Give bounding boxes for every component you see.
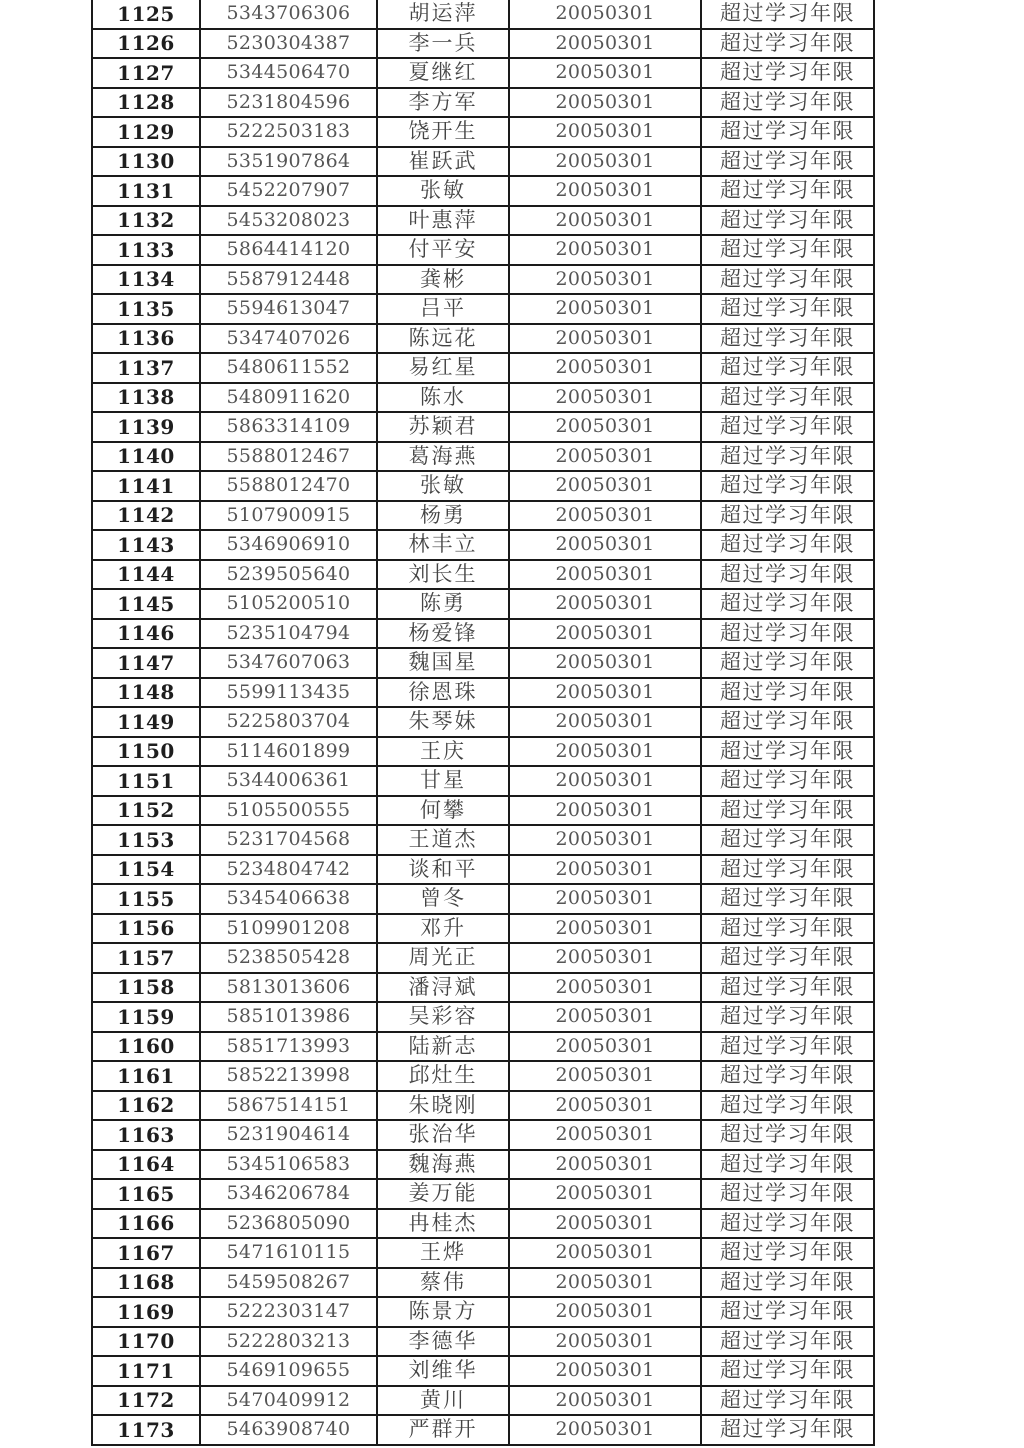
table-row bbox=[92, 796, 874, 826]
date-cell: 20050301 bbox=[509, 1297, 701, 1327]
student-id-cell: 5852213998 bbox=[200, 1061, 377, 1091]
row-number-cell: 1165 bbox=[92, 1179, 200, 1209]
date-cell: 20050301 bbox=[509, 88, 701, 118]
student-name-cell: 李方军 bbox=[377, 88, 509, 118]
row-number-cell: 1141 bbox=[92, 471, 200, 501]
row-number-cell: 1139 bbox=[92, 412, 200, 442]
row-number-cell: 1129 bbox=[92, 117, 200, 147]
student-name-cell: 甘星 bbox=[377, 766, 509, 796]
student-name-cell: 张敏 bbox=[377, 471, 509, 501]
date-cell: 20050301 bbox=[509, 1061, 701, 1091]
date-cell: 20050301 bbox=[509, 58, 701, 88]
date-cell: 20050301 bbox=[509, 943, 701, 973]
reason-cell: 超过学习年限 bbox=[701, 324, 874, 354]
student-name-cell: 林丰立 bbox=[377, 530, 509, 560]
table-row bbox=[92, 1386, 874, 1416]
date-cell: 20050301 bbox=[509, 294, 701, 324]
student-name-cell: 龚彬 bbox=[377, 265, 509, 295]
reason-cell: 超过学习年限 bbox=[701, 1061, 874, 1091]
reason-cell: 超过学习年限 bbox=[701, 501, 874, 531]
student-id-cell: 5594613047 bbox=[200, 294, 377, 324]
student-name-cell: 杨勇 bbox=[377, 501, 509, 531]
records-table-body bbox=[92, 0, 874, 1445]
row-number-cell: 1134 bbox=[92, 265, 200, 295]
student-id-cell: 5471610115 bbox=[200, 1238, 377, 1268]
reason-cell: 超过学习年限 bbox=[701, 1386, 874, 1416]
table-row bbox=[92, 442, 874, 472]
student-id-cell: 5238505428 bbox=[200, 943, 377, 973]
student-id-cell: 5231704568 bbox=[200, 825, 377, 855]
date-cell: 20050301 bbox=[509, 324, 701, 354]
student-name-cell: 叶惠萍 bbox=[377, 206, 509, 236]
student-name-cell: 吴彩容 bbox=[377, 1002, 509, 1032]
table-row bbox=[92, 117, 874, 147]
student-id-cell: 5105200510 bbox=[200, 589, 377, 619]
student-name-cell: 杨爱锋 bbox=[377, 619, 509, 649]
student-name-cell: 魏国星 bbox=[377, 648, 509, 678]
student-id-cell: 5230304387 bbox=[200, 29, 377, 59]
student-id-cell: 5453208023 bbox=[200, 206, 377, 236]
student-id-cell: 5222503183 bbox=[200, 117, 377, 147]
table-row bbox=[92, 88, 874, 118]
row-number-cell: 1135 bbox=[92, 294, 200, 324]
table-row bbox=[92, 1297, 874, 1327]
reason-cell: 超过学习年限 bbox=[701, 560, 874, 590]
reason-cell: 超过学习年限 bbox=[701, 1238, 874, 1268]
date-cell: 20050301 bbox=[509, 265, 701, 295]
row-number-cell: 1137 bbox=[92, 353, 200, 383]
student-name-cell: 何攀 bbox=[377, 796, 509, 826]
student-name-cell: 曾冬 bbox=[377, 884, 509, 914]
table-row bbox=[92, 471, 874, 501]
reason-cell: 超过学习年限 bbox=[701, 206, 874, 236]
date-cell: 20050301 bbox=[509, 501, 701, 531]
table-row bbox=[92, 678, 874, 708]
row-number-cell: 1151 bbox=[92, 766, 200, 796]
row-number-cell: 1154 bbox=[92, 855, 200, 885]
student-id-cell: 5234804742 bbox=[200, 855, 377, 885]
date-cell: 20050301 bbox=[509, 825, 701, 855]
table-row bbox=[92, 1268, 874, 1298]
student-id-cell: 5107900915 bbox=[200, 501, 377, 531]
row-number-cell: 1144 bbox=[92, 560, 200, 590]
date-cell: 20050301 bbox=[509, 973, 701, 1003]
date-cell: 20050301 bbox=[509, 1032, 701, 1062]
date-cell: 20050301 bbox=[509, 29, 701, 59]
student-name-cell: 李德华 bbox=[377, 1327, 509, 1357]
student-name-cell: 严群开 bbox=[377, 1415, 509, 1445]
reason-cell: 超过学习年限 bbox=[701, 648, 874, 678]
table-row bbox=[92, 766, 874, 796]
reason-cell: 超过学习年限 bbox=[701, 1297, 874, 1327]
row-number-cell: 1125 bbox=[92, 0, 200, 29]
student-name-cell: 朱晓刚 bbox=[377, 1091, 509, 1121]
student-id-cell: 5459508267 bbox=[200, 1268, 377, 1298]
reason-cell: 超过学习年限 bbox=[701, 619, 874, 649]
reason-cell: 超过学习年限 bbox=[701, 855, 874, 885]
reason-cell: 超过学习年限 bbox=[701, 471, 874, 501]
student-id-cell: 5588012470 bbox=[200, 471, 377, 501]
row-number-cell: 1133 bbox=[92, 235, 200, 265]
table-row bbox=[92, 707, 874, 737]
reason-cell: 超过学习年限 bbox=[701, 796, 874, 826]
date-cell: 20050301 bbox=[509, 1209, 701, 1239]
reason-cell: 超过学习年限 bbox=[701, 0, 874, 29]
date-cell: 20050301 bbox=[509, 1386, 701, 1416]
student-name-cell: 邓升 bbox=[377, 914, 509, 944]
date-cell: 20050301 bbox=[509, 353, 701, 383]
row-number-cell: 1146 bbox=[92, 619, 200, 649]
row-number-cell: 1158 bbox=[92, 973, 200, 1003]
row-number-cell: 1136 bbox=[92, 324, 200, 354]
student-id-cell: 5452207907 bbox=[200, 176, 377, 206]
reason-cell: 超过学习年限 bbox=[701, 914, 874, 944]
table-row bbox=[92, 1002, 874, 1032]
row-number-cell: 1172 bbox=[92, 1386, 200, 1416]
table-row bbox=[92, 294, 874, 324]
student-name-cell: 邱灶生 bbox=[377, 1061, 509, 1091]
student-id-cell: 5231904614 bbox=[200, 1120, 377, 1150]
date-cell: 20050301 bbox=[509, 206, 701, 236]
student-id-cell: 5236805090 bbox=[200, 1209, 377, 1239]
student-name-cell: 周光正 bbox=[377, 943, 509, 973]
student-id-cell: 5114601899 bbox=[200, 737, 377, 767]
student-id-cell: 5480611552 bbox=[200, 353, 377, 383]
table-row bbox=[92, 530, 874, 560]
table-row bbox=[92, 324, 874, 354]
table-row bbox=[92, 235, 874, 265]
table-row bbox=[92, 619, 874, 649]
table-row bbox=[92, 1415, 874, 1445]
student-name-cell: 黄川 bbox=[377, 1386, 509, 1416]
table-row bbox=[92, 1356, 874, 1386]
row-number-cell: 1169 bbox=[92, 1297, 200, 1327]
student-name-cell: 王烨 bbox=[377, 1238, 509, 1268]
table-row bbox=[92, 737, 874, 767]
table-row bbox=[92, 58, 874, 88]
student-name-cell: 葛海燕 bbox=[377, 442, 509, 472]
student-name-cell: 王庆 bbox=[377, 737, 509, 767]
date-cell: 20050301 bbox=[509, 1150, 701, 1180]
row-number-cell: 1148 bbox=[92, 678, 200, 708]
student-id-cell: 5351907864 bbox=[200, 147, 377, 177]
table-row bbox=[92, 943, 874, 973]
student-id-cell: 5863314109 bbox=[200, 412, 377, 442]
student-name-cell: 王道杰 bbox=[377, 825, 509, 855]
date-cell: 20050301 bbox=[509, 855, 701, 885]
student-name-cell: 陈勇 bbox=[377, 589, 509, 619]
row-number-cell: 1131 bbox=[92, 176, 200, 206]
reason-cell: 超过学习年限 bbox=[701, 353, 874, 383]
reason-cell: 超过学习年限 bbox=[701, 88, 874, 118]
date-cell: 20050301 bbox=[509, 1002, 701, 1032]
student-name-cell: 陈远花 bbox=[377, 324, 509, 354]
student-name-cell: 潘浔斌 bbox=[377, 973, 509, 1003]
student-id-cell: 5231804596 bbox=[200, 88, 377, 118]
table-row bbox=[92, 147, 874, 177]
table-row bbox=[92, 1238, 874, 1268]
date-cell: 20050301 bbox=[509, 117, 701, 147]
student-id-cell: 5867514151 bbox=[200, 1091, 377, 1121]
date-cell: 20050301 bbox=[509, 1356, 701, 1386]
student-id-cell: 5599113435 bbox=[200, 678, 377, 708]
reason-cell: 超过学习年限 bbox=[701, 707, 874, 737]
table-row bbox=[92, 1150, 874, 1180]
student-name-cell: 冉桂杰 bbox=[377, 1209, 509, 1239]
student-id-cell: 5347407026 bbox=[200, 324, 377, 354]
row-number-cell: 1163 bbox=[92, 1120, 200, 1150]
table-row bbox=[92, 501, 874, 531]
student-id-cell: 5343706306 bbox=[200, 0, 377, 29]
table-row bbox=[92, 1327, 874, 1357]
row-number-cell: 1130 bbox=[92, 147, 200, 177]
student-id-cell: 5346906910 bbox=[200, 530, 377, 560]
table-row bbox=[92, 176, 874, 206]
date-cell: 20050301 bbox=[509, 471, 701, 501]
reason-cell: 超过学习年限 bbox=[701, 383, 874, 413]
row-number-cell: 1170 bbox=[92, 1327, 200, 1357]
table-row bbox=[92, 265, 874, 295]
date-cell: 20050301 bbox=[509, 442, 701, 472]
reason-cell: 超过学习年限 bbox=[701, 1002, 874, 1032]
student-id-cell: 5109901208 bbox=[200, 914, 377, 944]
reason-cell: 超过学习年限 bbox=[701, 1415, 874, 1445]
student-id-cell: 5346206784 bbox=[200, 1179, 377, 1209]
student-id-cell: 5864414120 bbox=[200, 235, 377, 265]
reason-cell: 超过学习年限 bbox=[701, 678, 874, 708]
student-name-cell: 刘维华 bbox=[377, 1356, 509, 1386]
records-table bbox=[91, 0, 875, 1446]
student-id-cell: 5235104794 bbox=[200, 619, 377, 649]
row-number-cell: 1160 bbox=[92, 1032, 200, 1062]
row-number-cell: 1127 bbox=[92, 58, 200, 88]
row-number-cell: 1159 bbox=[92, 1002, 200, 1032]
date-cell: 20050301 bbox=[509, 1238, 701, 1268]
student-id-cell: 5480911620 bbox=[200, 383, 377, 413]
table-row bbox=[92, 973, 874, 1003]
row-number-cell: 1126 bbox=[92, 29, 200, 59]
student-name-cell: 易红星 bbox=[377, 353, 509, 383]
date-cell: 20050301 bbox=[509, 0, 701, 29]
row-number-cell: 1149 bbox=[92, 707, 200, 737]
row-number-cell: 1157 bbox=[92, 943, 200, 973]
date-cell: 20050301 bbox=[509, 176, 701, 206]
reason-cell: 超过学习年限 bbox=[701, 737, 874, 767]
date-cell: 20050301 bbox=[509, 1268, 701, 1298]
date-cell: 20050301 bbox=[509, 884, 701, 914]
student-id-cell: 5588012467 bbox=[200, 442, 377, 472]
student-id-cell: 5344006361 bbox=[200, 766, 377, 796]
reason-cell: 超过学习年限 bbox=[701, 442, 874, 472]
reason-cell: 超过学习年限 bbox=[701, 1120, 874, 1150]
reason-cell: 超过学习年限 bbox=[701, 1179, 874, 1209]
row-number-cell: 1162 bbox=[92, 1091, 200, 1121]
table-row bbox=[92, 29, 874, 59]
reason-cell: 超过学习年限 bbox=[701, 176, 874, 206]
date-cell: 20050301 bbox=[509, 147, 701, 177]
date-cell: 20050301 bbox=[509, 1091, 701, 1121]
row-number-cell: 1140 bbox=[92, 442, 200, 472]
reason-cell: 超过学习年限 bbox=[701, 589, 874, 619]
date-cell: 20050301 bbox=[509, 1327, 701, 1357]
table-row bbox=[92, 383, 874, 413]
row-number-cell: 1142 bbox=[92, 501, 200, 531]
student-id-cell: 5813013606 bbox=[200, 973, 377, 1003]
reason-cell: 超过学习年限 bbox=[701, 294, 874, 324]
student-id-cell: 5222303147 bbox=[200, 1297, 377, 1327]
reason-cell: 超过学习年限 bbox=[701, 1209, 874, 1239]
table-row bbox=[92, 855, 874, 885]
student-id-cell: 5345406638 bbox=[200, 884, 377, 914]
table-row bbox=[92, 589, 874, 619]
reason-cell: 超过学习年限 bbox=[701, 1032, 874, 1062]
date-cell: 20050301 bbox=[509, 796, 701, 826]
table-row bbox=[92, 648, 874, 678]
reason-cell: 超过学习年限 bbox=[701, 147, 874, 177]
date-cell: 20050301 bbox=[509, 648, 701, 678]
row-number-cell: 1152 bbox=[92, 796, 200, 826]
reason-cell: 超过学习年限 bbox=[701, 973, 874, 1003]
table-row bbox=[92, 0, 874, 29]
student-name-cell: 张治华 bbox=[377, 1120, 509, 1150]
row-number-cell: 1128 bbox=[92, 88, 200, 118]
reason-cell: 超过学习年限 bbox=[701, 235, 874, 265]
table-row bbox=[92, 825, 874, 855]
row-number-cell: 1153 bbox=[92, 825, 200, 855]
student-name-cell: 李一兵 bbox=[377, 29, 509, 59]
student-name-cell: 崔跃武 bbox=[377, 147, 509, 177]
reason-cell: 超过学习年限 bbox=[701, 1356, 874, 1386]
reason-cell: 超过学习年限 bbox=[701, 117, 874, 147]
student-name-cell: 徐恩珠 bbox=[377, 678, 509, 708]
table-row bbox=[92, 1209, 874, 1239]
row-number-cell: 1145 bbox=[92, 589, 200, 619]
table-row bbox=[92, 914, 874, 944]
student-name-cell: 刘长生 bbox=[377, 560, 509, 590]
date-cell: 20050301 bbox=[509, 412, 701, 442]
row-number-cell: 1156 bbox=[92, 914, 200, 944]
table-row bbox=[92, 1032, 874, 1062]
student-id-cell: 5345106583 bbox=[200, 1150, 377, 1180]
date-cell: 20050301 bbox=[509, 619, 701, 649]
student-name-cell: 陈景方 bbox=[377, 1297, 509, 1327]
date-cell: 20050301 bbox=[509, 766, 701, 796]
student-name-cell: 魏海燕 bbox=[377, 1150, 509, 1180]
reason-cell: 超过学习年限 bbox=[701, 1327, 874, 1357]
reason-cell: 超过学习年限 bbox=[701, 1150, 874, 1180]
student-name-cell: 苏颖君 bbox=[377, 412, 509, 442]
student-name-cell: 陈水 bbox=[377, 383, 509, 413]
student-id-cell: 5470409912 bbox=[200, 1386, 377, 1416]
student-id-cell: 5851013986 bbox=[200, 1002, 377, 1032]
table-row bbox=[92, 1061, 874, 1091]
reason-cell: 超过学习年限 bbox=[701, 943, 874, 973]
student-name-cell: 蔡伟 bbox=[377, 1268, 509, 1298]
reason-cell: 超过学习年限 bbox=[701, 766, 874, 796]
date-cell: 20050301 bbox=[509, 235, 701, 265]
student-name-cell: 饶开生 bbox=[377, 117, 509, 147]
student-name-cell: 姜万能 bbox=[377, 1179, 509, 1209]
table-row bbox=[92, 412, 874, 442]
table-row bbox=[92, 560, 874, 590]
row-number-cell: 1171 bbox=[92, 1356, 200, 1386]
row-number-cell: 1164 bbox=[92, 1150, 200, 1180]
row-number-cell: 1161 bbox=[92, 1061, 200, 1091]
table-row bbox=[92, 353, 874, 383]
reason-cell: 超过学习年限 bbox=[701, 29, 874, 59]
row-number-cell: 1138 bbox=[92, 383, 200, 413]
reason-cell: 超过学习年限 bbox=[701, 530, 874, 560]
student-id-cell: 5344506470 bbox=[200, 58, 377, 88]
reason-cell: 超过学习年限 bbox=[701, 884, 874, 914]
student-name-cell: 朱琴妹 bbox=[377, 707, 509, 737]
table-row bbox=[92, 884, 874, 914]
student-name-cell: 谈和平 bbox=[377, 855, 509, 885]
row-number-cell: 1147 bbox=[92, 648, 200, 678]
row-number-cell: 1167 bbox=[92, 1238, 200, 1268]
row-number-cell: 1132 bbox=[92, 206, 200, 236]
student-name-cell: 夏继红 bbox=[377, 58, 509, 88]
reason-cell: 超过学习年限 bbox=[701, 412, 874, 442]
table-row bbox=[92, 1091, 874, 1121]
row-number-cell: 1143 bbox=[92, 530, 200, 560]
student-id-cell: 5587912448 bbox=[200, 265, 377, 295]
date-cell: 20050301 bbox=[509, 560, 701, 590]
student-id-cell: 5225803704 bbox=[200, 707, 377, 737]
student-id-cell: 5105500555 bbox=[200, 796, 377, 826]
table-row bbox=[92, 1179, 874, 1209]
student-name-cell: 张敏 bbox=[377, 176, 509, 206]
student-id-cell: 5463908740 bbox=[200, 1415, 377, 1445]
row-number-cell: 1173 bbox=[92, 1415, 200, 1445]
date-cell: 20050301 bbox=[509, 383, 701, 413]
reason-cell: 超过学习年限 bbox=[701, 265, 874, 295]
reason-cell: 超过学习年限 bbox=[701, 58, 874, 88]
row-number-cell: 1168 bbox=[92, 1268, 200, 1298]
date-cell: 20050301 bbox=[509, 1179, 701, 1209]
row-number-cell: 1150 bbox=[92, 737, 200, 767]
date-cell: 20050301 bbox=[509, 914, 701, 944]
date-cell: 20050301 bbox=[509, 1120, 701, 1150]
student-name-cell: 陆新志 bbox=[377, 1032, 509, 1062]
reason-cell: 超过学习年限 bbox=[701, 825, 874, 855]
date-cell: 20050301 bbox=[509, 707, 701, 737]
student-id-cell: 5347607063 bbox=[200, 648, 377, 678]
date-cell: 20050301 bbox=[509, 589, 701, 619]
student-name-cell: 付平安 bbox=[377, 235, 509, 265]
date-cell: 20050301 bbox=[509, 1415, 701, 1445]
student-id-cell: 5469109655 bbox=[200, 1356, 377, 1386]
reason-cell: 超过学习年限 bbox=[701, 1268, 874, 1298]
table-row bbox=[92, 206, 874, 236]
student-name-cell: 吕平 bbox=[377, 294, 509, 324]
date-cell: 20050301 bbox=[509, 737, 701, 767]
student-id-cell: 5222803213 bbox=[200, 1327, 377, 1357]
student-id-cell: 5851713993 bbox=[200, 1032, 377, 1062]
student-id-cell: 5239505640 bbox=[200, 560, 377, 590]
row-number-cell: 1166 bbox=[92, 1209, 200, 1239]
row-number-cell: 1155 bbox=[92, 884, 200, 914]
table-row bbox=[92, 1120, 874, 1150]
student-name-cell: 胡运萍 bbox=[377, 0, 509, 29]
reason-cell: 超过学习年限 bbox=[701, 1091, 874, 1121]
date-cell: 20050301 bbox=[509, 678, 701, 708]
date-cell: 20050301 bbox=[509, 530, 701, 560]
